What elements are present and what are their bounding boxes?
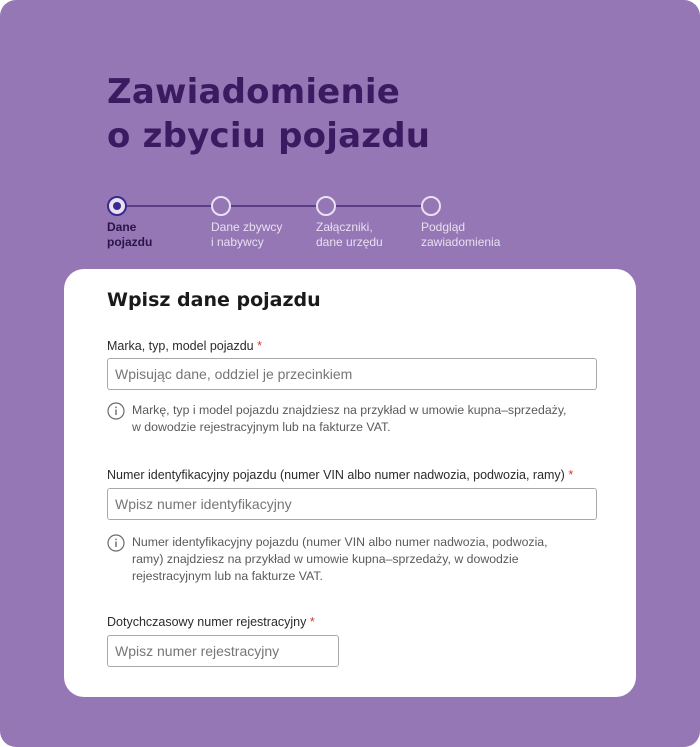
make-model-hint-text: Markę, typ i model pojazdu znajdziesz na przykład w umowie kupna–sprzedaży, w dowodzie rejestracyjnym lub na fakturze VAT. <box>132 403 567 434</box>
stepper-connector <box>229 205 316 207</box>
page-title-line-1: Zawiadomienie <box>107 72 400 112</box>
step-1-label[interactable]: Dane pojazdu <box>107 220 153 249</box>
step-4-label[interactable]: Podgląd zawiadomienia <box>421 220 501 249</box>
registration-input[interactable] <box>107 635 339 667</box>
info-icon <box>107 534 125 552</box>
required-marker: * <box>309 615 315 629</box>
registration-label <box>107 615 315 629</box>
required-marker: * <box>568 468 574 482</box>
vehicle-data-form-card <box>64 269 636 697</box>
vin-input[interactable] <box>107 488 597 520</box>
make-model-input[interactable] <box>107 358 597 390</box>
required-marker: * <box>257 339 262 353</box>
info-icon <box>107 402 125 420</box>
step-3-label[interactable]: Załączniki, dane urzędu <box>316 220 383 249</box>
registration-label-text: Dotychczasowy numer rejestracyjny <box>107 615 307 629</box>
vin-hint-text: Numer identyfikacyjny pojazdu (numer VIN albo numer nadwozia, podwozia, ramy) znajdziesz na przykład w umowie kupna–sprzedaży, w dowodzie rejestracyjnym lub na fakturze VAT. <box>132 535 548 583</box>
step-2-indicator[interactable] <box>211 196 231 216</box>
vin-hint <box>107 534 577 585</box>
make-model-label <box>107 339 262 353</box>
vin-label <box>107 468 573 482</box>
stepper-connector <box>334 205 421 207</box>
make-model-label-text: Marka, typ, model pojazdu <box>107 339 254 353</box>
stepper-connector <box>125 205 211 207</box>
step-3-indicator[interactable] <box>316 196 336 216</box>
step-4-indicator[interactable] <box>421 196 441 216</box>
step-2-label[interactable]: Dane zbywcy i nabywcy <box>211 220 283 249</box>
page-title <box>107 70 430 158</box>
make-model-hint <box>107 402 577 436</box>
vin-label-text: Numer identyfikacyjny pojazdu (numer VIN albo numer nadwozia, podwozia, ramy) <box>107 468 565 482</box>
progress-stepper <box>107 196 527 256</box>
step-1-indicator[interactable] <box>107 196 127 216</box>
page-title-line-2: o zbyciu pojazdu <box>107 116 431 156</box>
form-heading: Wpisz dane pojazdu <box>107 289 321 311</box>
